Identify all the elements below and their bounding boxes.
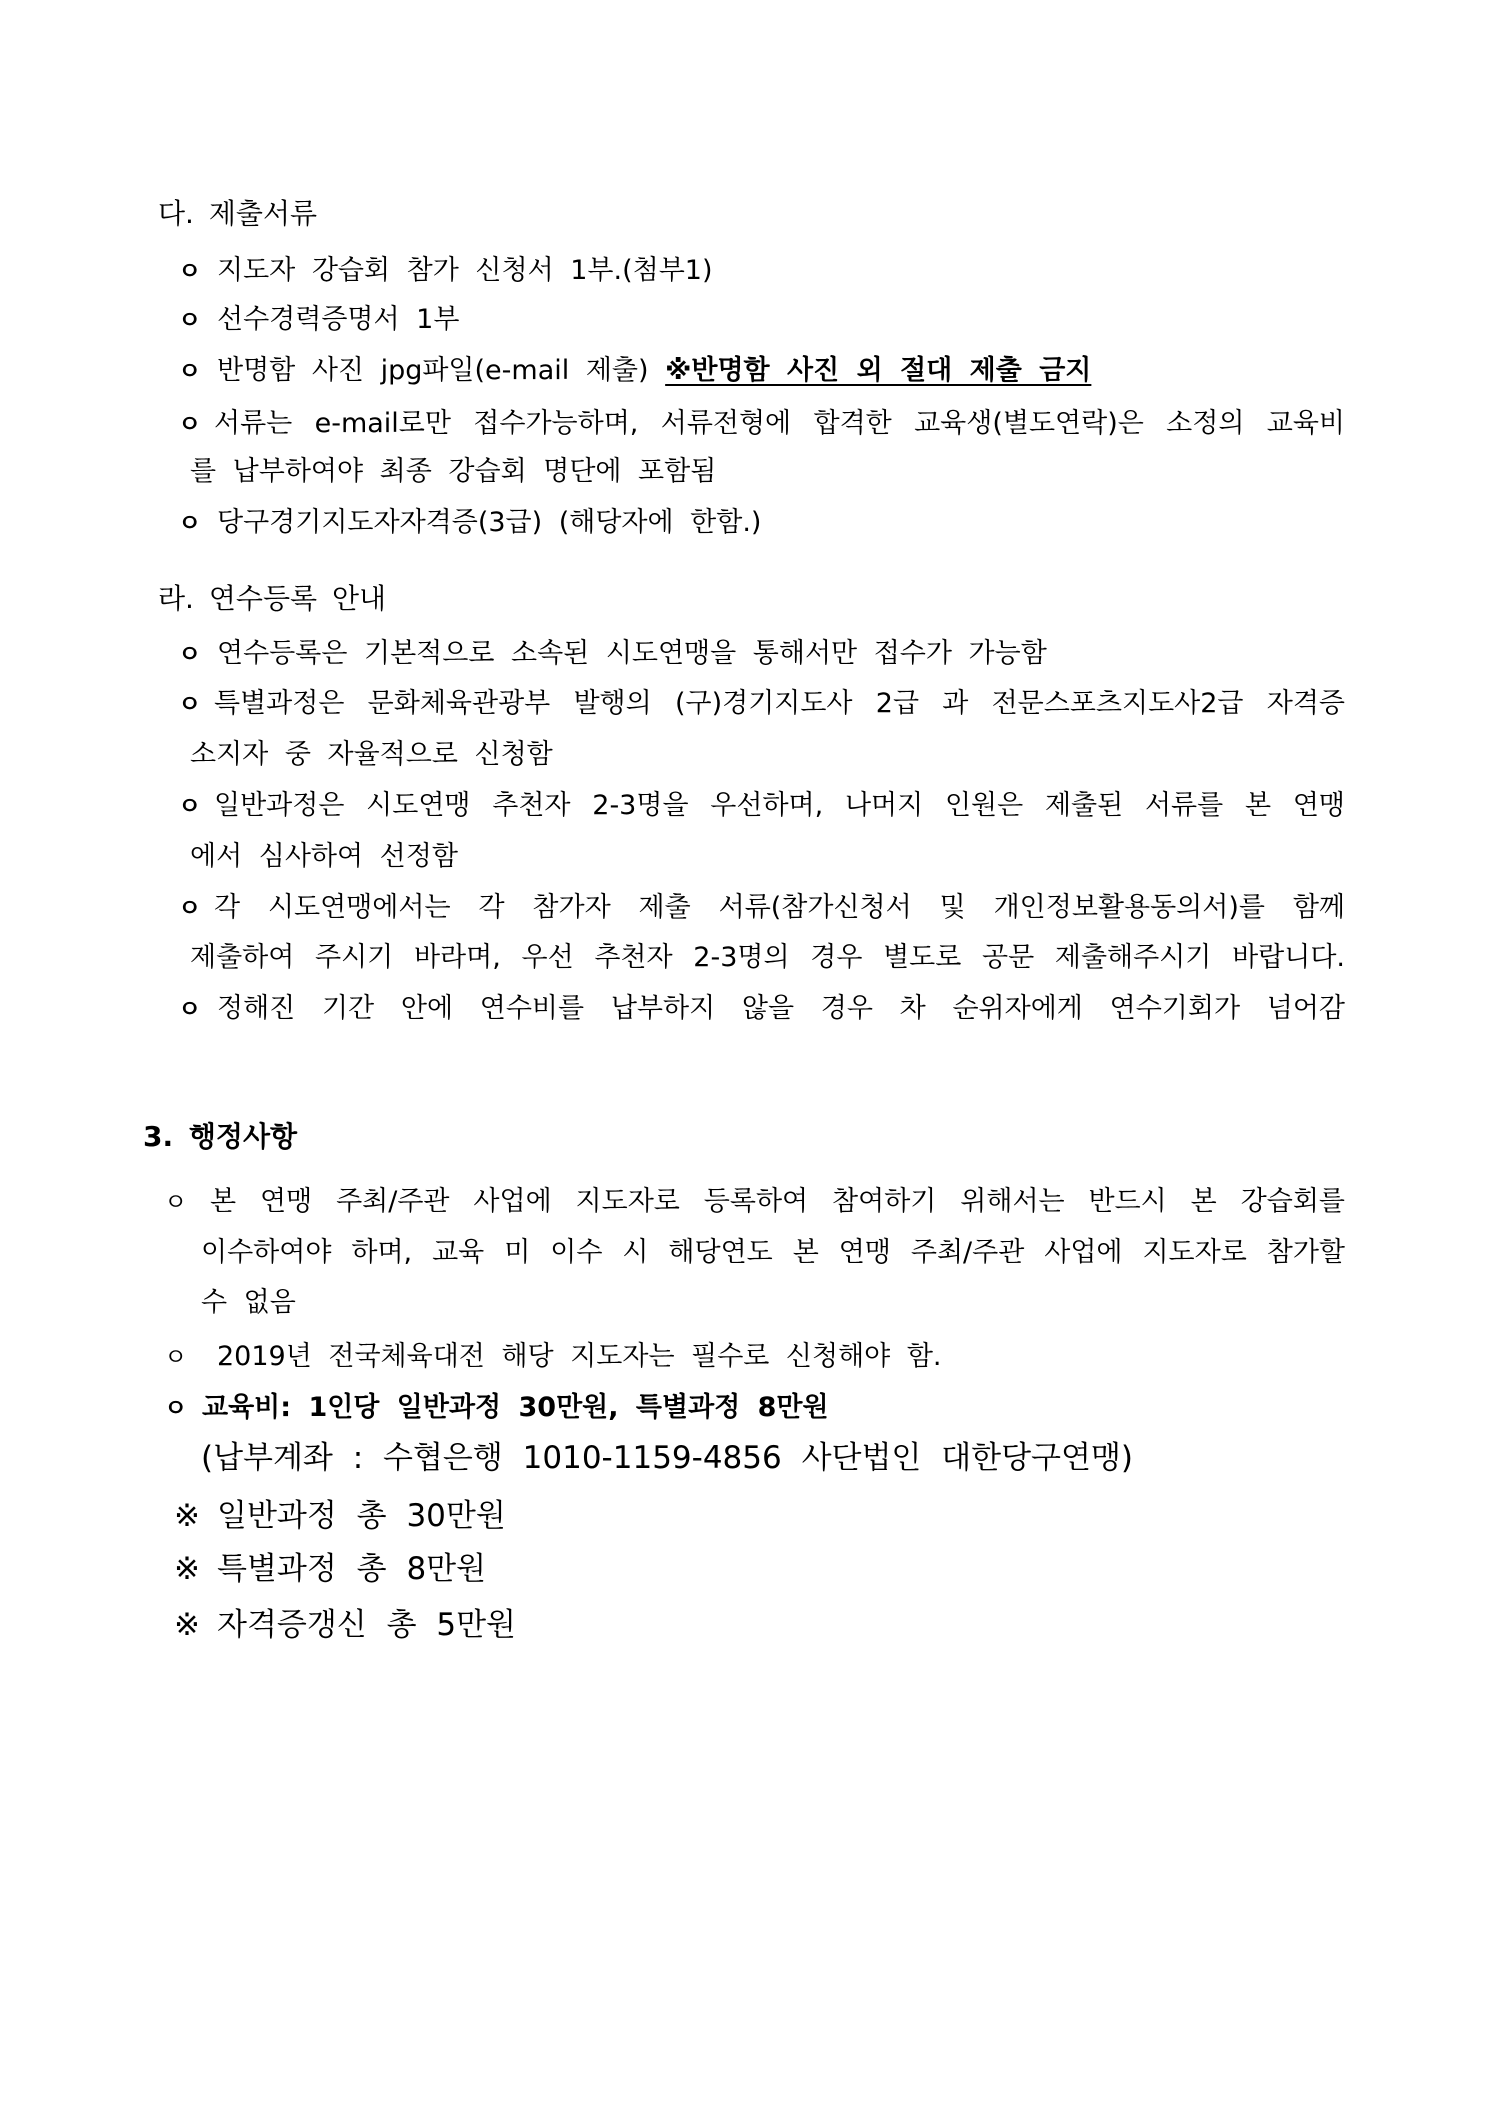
bank-account: (납부계좌 : 수협은행 1010-1159-4856 사단법인 대한당구연맹)	[201, 1440, 1133, 1476]
bullet-marker: ㅇ	[178, 690, 202, 718]
bullet-marker: ㅇ	[178, 640, 202, 668]
list-item: 당구경기지도자자격증(3급) (해당자에 한함.)	[217, 507, 762, 538]
section-heading: 다. 제출서류	[158, 197, 318, 230]
bullet-marker: ㅇ	[164, 1394, 188, 1422]
bullet-marker: ㅇ	[178, 357, 202, 385]
bullet-marker: ㅇ	[164, 1343, 188, 1371]
list-item-text: 반명함 사진 jpg파일(e-mail 제출)	[217, 355, 649, 386]
fee-summary: 교육비: 1인당 일반과정 30만원, 특별과정 8만원	[202, 1392, 829, 1423]
fee-note: 일반과정 총 30만원	[217, 1498, 506, 1534]
bullet-marker: ㅇ	[178, 894, 202, 922]
note-mark: ※	[174, 1607, 200, 1643]
list-item: 각 시도연맹에서는 각 참가자 제출 서류(참가신청서 및 개인정보활용동의서)를 함께	[214, 892, 1345, 923]
bullet-marker: ㅇ	[164, 1188, 188, 1216]
bullet-marker: ㅇ	[178, 509, 202, 537]
list-item: 선수경력증명서 1부	[217, 304, 460, 335]
list-item-continuation: 소지자 중 자율적으로 신청함	[190, 739, 553, 770]
list-item: 정해진 기간 안에 연수비를 납부하지 않을 경우 차 순위자에게 연수기회가 넘어감	[217, 993, 1345, 1024]
bullet-marker: ㅇ	[178, 792, 202, 820]
list-item: 본 연맹 주최/주관 사업에 지도자로 등록하여 참여하기 위해서는 반드시 본 강습회를	[210, 1186, 1345, 1217]
note-mark: ※	[174, 1551, 200, 1587]
list-item: 일반과정은 시도연맹 추천자 2-3명을 우선하며, 나머지 인원은 제출된 서류를 본 연맹	[214, 790, 1345, 821]
fee-note: 특별과정 총 8만원	[217, 1551, 487, 1587]
section-heading: 3. 행정사항	[143, 1120, 298, 1153]
bullet-marker: ㅇ	[178, 306, 202, 334]
list-item: 특별과정은 문화체육관광부 발행의 (구)경기지도사 2급 과 전문스포츠지도사2급 자격증	[214, 688, 1345, 719]
list-item-continuation: 이수하여야 하며, 교육 미 이수 시 해당연도 본 연맹 주최/주관 사업에 지도자로 참가할	[201, 1237, 1345, 1268]
list-item: 연수등록은 기본적으로 소속된 시도연맹을 통해서만 접수가 가능함	[217, 638, 1047, 669]
list-item: 서류는 e-mail로만 접수가능하며, 서류전형에 합격한 교육생(별도연락)은 소정의 교육비	[214, 408, 1345, 439]
list-item-continuation: 를 납부하여야 최종 강습회 명단에 포함됨	[190, 456, 717, 487]
list-item: 지도자 강습회 참가 신청서 1부.(첨부1)	[217, 255, 713, 286]
bullet-marker: ㅇ	[178, 257, 202, 285]
list-item	[217, 351, 1091, 391]
list-item: 2019년 전국체육대전 해당 지도자는 필수로 신청해야 함.	[217, 1341, 942, 1372]
warning-notice: ※반명함 사진 외 절대 제출 금지	[665, 355, 1092, 386]
note-mark: ※	[174, 1498, 200, 1534]
list-item-continuation: 에서 심사하여 선정함	[190, 841, 458, 872]
bullet-marker: ㅇ	[178, 410, 202, 438]
fee-note: 자격증갱신 총 5만원	[217, 1607, 516, 1643]
list-item-continuation: 제출하여 주시기 바라며, 우선 추천자 2-3명의 경우 별도로 공문 제출해주시기 바랍니다.	[190, 942, 1345, 973]
section-heading: 라. 연수등록 안내	[158, 582, 387, 615]
list-item-continuation: 수 없음	[201, 1287, 296, 1318]
bullet-marker: ㅇ	[178, 995, 202, 1023]
